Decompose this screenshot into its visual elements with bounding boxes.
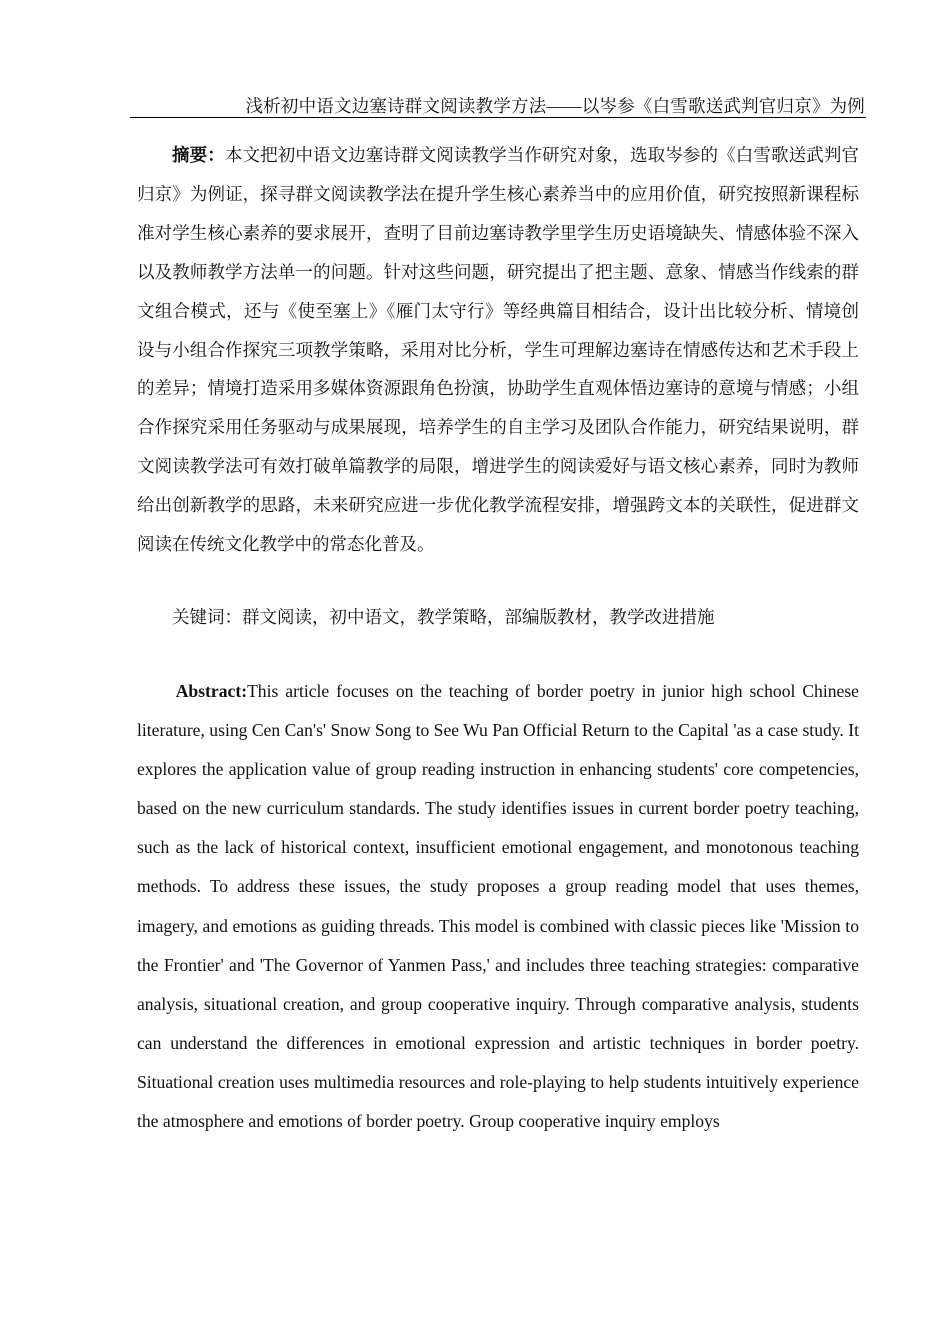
chinese-abstract	[137, 136, 859, 564]
english-abstract-text: This article focuses on the teaching of border poetry in junior high school Chinese literature, using Cen Can's' Snow Song to See Wu Pan Official Return to the Capital 'as a case study. It explores the application value of group reading instruction in enhancing students' core competencies, based on the new curriculum standards. The study identifies issues in current border poetry teaching, such as the lack of historical context, insufficient emotional engagement, and monotonous teaching methods. To address these issues, the study proposes a group reading model that uses themes, imagery, and emotions as guiding threads. This model is combined with classic pieces like 'Mission to the Frontier' and 'The Governor of Yanmen Pass,' and includes three teaching strategies: comparative analysis, situational creation, and group cooperative inquiry. Through comparative analysis, students can understand the differences in emotional expression and artistic techniques in border poetry. Situational creation uses multimedia resources and role-playing to help students intuitively experience the atmosphere and emotions of border poetry. Group cooperative inquiry employs	[137, 681, 859, 1132]
chinese-keywords-label: 关键词：	[172, 607, 242, 627]
chinese-keywords	[137, 598, 859, 636]
english-abstract-label: Abstract:	[175, 681, 248, 701]
header-rule	[130, 117, 866, 118]
chinese-abstract-label: 摘要：	[172, 145, 225, 165]
running-header: 浅析初中语文边塞诗群文阅读教学方法——以岑参《白雪歌送武判官归京》为例	[245, 96, 865, 116]
english-abstract	[137, 672, 859, 1141]
chinese-abstract-text: 本文把初中语文边塞诗群文阅读教学当作研究对象，选取岑参的《白雪歌送武判官归京》为例证，探寻群文阅读教学法在提升学生核心素养当中的应用价值，研究按照新课程标准对学生核心素养的要求展开，查明了目前边塞诗教学里学生历史语境缺失、情感体验不深入以及教师教学方法单一的问题。针对这些问题，研究提出了把主题、意象、情感当作线索的群文组合模式，还与《使至塞上》《雁门太守行》等经典篇目相结合，设计出比较分析、情境创设与小组合作探究三项教学策略，采用对比分析，学生可理解边塞诗在情感传达和艺术手段上的差异；情境打造采用多媒体资源跟角色扮演，协助学生直观体悟边塞诗的意境与情感；小组合作探究采用任务驱动与成果展现，培养学生的自主学习及团队合作能力，研究结果说明，群文阅读教学法可有效打破单篇教学的局限，增进学生的阅读爱好与语文核心素养，同时为教师给出创新教学的思路，未来研究应进一步优化教学流程安排，增强跨文本的关联性，促进群文阅读在传统文化教学中的常态化普及。	[137, 145, 860, 555]
chinese-keywords-text: 群文阅读，初中语文，教学策略，部编版教材，教学改进措施	[242, 607, 715, 627]
